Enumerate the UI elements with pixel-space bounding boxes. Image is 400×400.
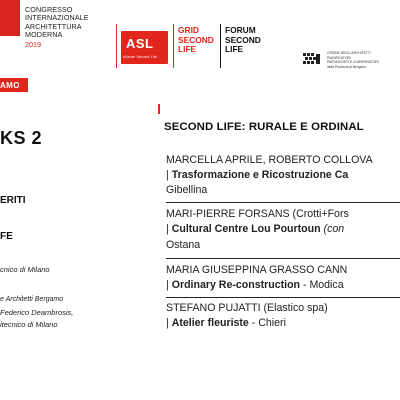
forum-title-line: FORUM [225,25,256,35]
discussant-affiliation: itecnico di Milano [0,320,58,329]
session-title: KS 2 [0,128,43,148]
project-name: Atelier fleuriste [171,317,249,329]
project-place: Ostana [166,239,201,251]
project-title [166,279,344,291]
congress-logo-mark [0,0,20,36]
order-text-line: ORDINE DEGLI ARCHITETTI [327,51,371,55]
section-accent-bar [158,104,160,114]
order-text-line: della Provincia di Bergamo [327,64,367,69]
congress-title-line: MODERNA [25,30,63,40]
grid-title-line: SECOND [178,34,214,45]
congress-title-line: CONGRESSO [25,5,73,14]
grid-title-line: LIFE [178,44,197,55]
project-suffix: (con [320,223,345,235]
congress-title-line: ARCHITETTURA [25,21,82,31]
project-title [166,317,286,329]
project-suffix: - Modica [300,279,344,291]
speaker-name: MARI-PIERRE FORSANS (Crotti+Fors [166,208,349,220]
entry-separator [166,202,400,203]
project-title [166,169,348,181]
order-architects-logo-icon [302,51,322,67]
session-subtitle-line: ERITI [0,195,26,206]
asl-logo-subtitle: Atlante Second Life [123,55,158,59]
project-prefix: | [166,223,172,235]
congress-year: 2019 [25,40,41,49]
project-prefix: | [166,279,172,291]
project-place: Gibellina [166,184,208,196]
speaker-name: MARCELLA APRILE, ROBERTO COLLOVA [166,154,373,166]
speaker-name: MARIA GIUSEPPINA GRASSO CANN [166,264,348,276]
header-divider [220,24,221,68]
project-suffix: - Chieri [248,317,286,329]
section-title: SECOND LIFE: RURALE E ORDINAL [164,121,364,133]
forum-second-life-title [225,26,261,55]
forum-title-line: LIFE [225,44,244,55]
moderator-affiliation: cnico di Milano [0,265,50,274]
order-text-line: PIANIFICATORI [327,55,351,60]
congress-title [25,6,115,40]
entry-separator [166,258,400,259]
entry-separator [166,297,400,298]
grid-second-life-title [178,26,214,55]
order-architects-text [327,51,397,69]
asl-logo-text: ASL [126,36,154,51]
discussant-affiliation: e Architetti Bergamo [0,296,64,303]
project-name: Trasformazione e Ricostruzione Ca [171,169,349,181]
city-band-text: AMO [0,81,20,90]
project-title [166,223,344,235]
discussant-name: Federico Deambrosis, [0,308,74,317]
speaker-name: STEFANO PUJATTI (Elastico spa) [166,302,328,314]
session-subtitle-line: FE [0,231,13,242]
grid-title-line: GRID [178,25,199,35]
project-prefix: | [166,317,172,329]
project-name: Ordinary Re-construction [171,279,301,291]
project-name: Cultural Centre Lou Pourtoun [171,223,321,235]
project-prefix: | [166,169,172,181]
forum-title-line: SECOND [225,34,261,45]
header-divider [116,24,117,68]
header-divider [173,24,174,68]
congress-title-line: INTERNAZIONALE [25,13,89,23]
order-text-line: PAESAGGISTI E CONSERVATORI [327,60,379,64]
